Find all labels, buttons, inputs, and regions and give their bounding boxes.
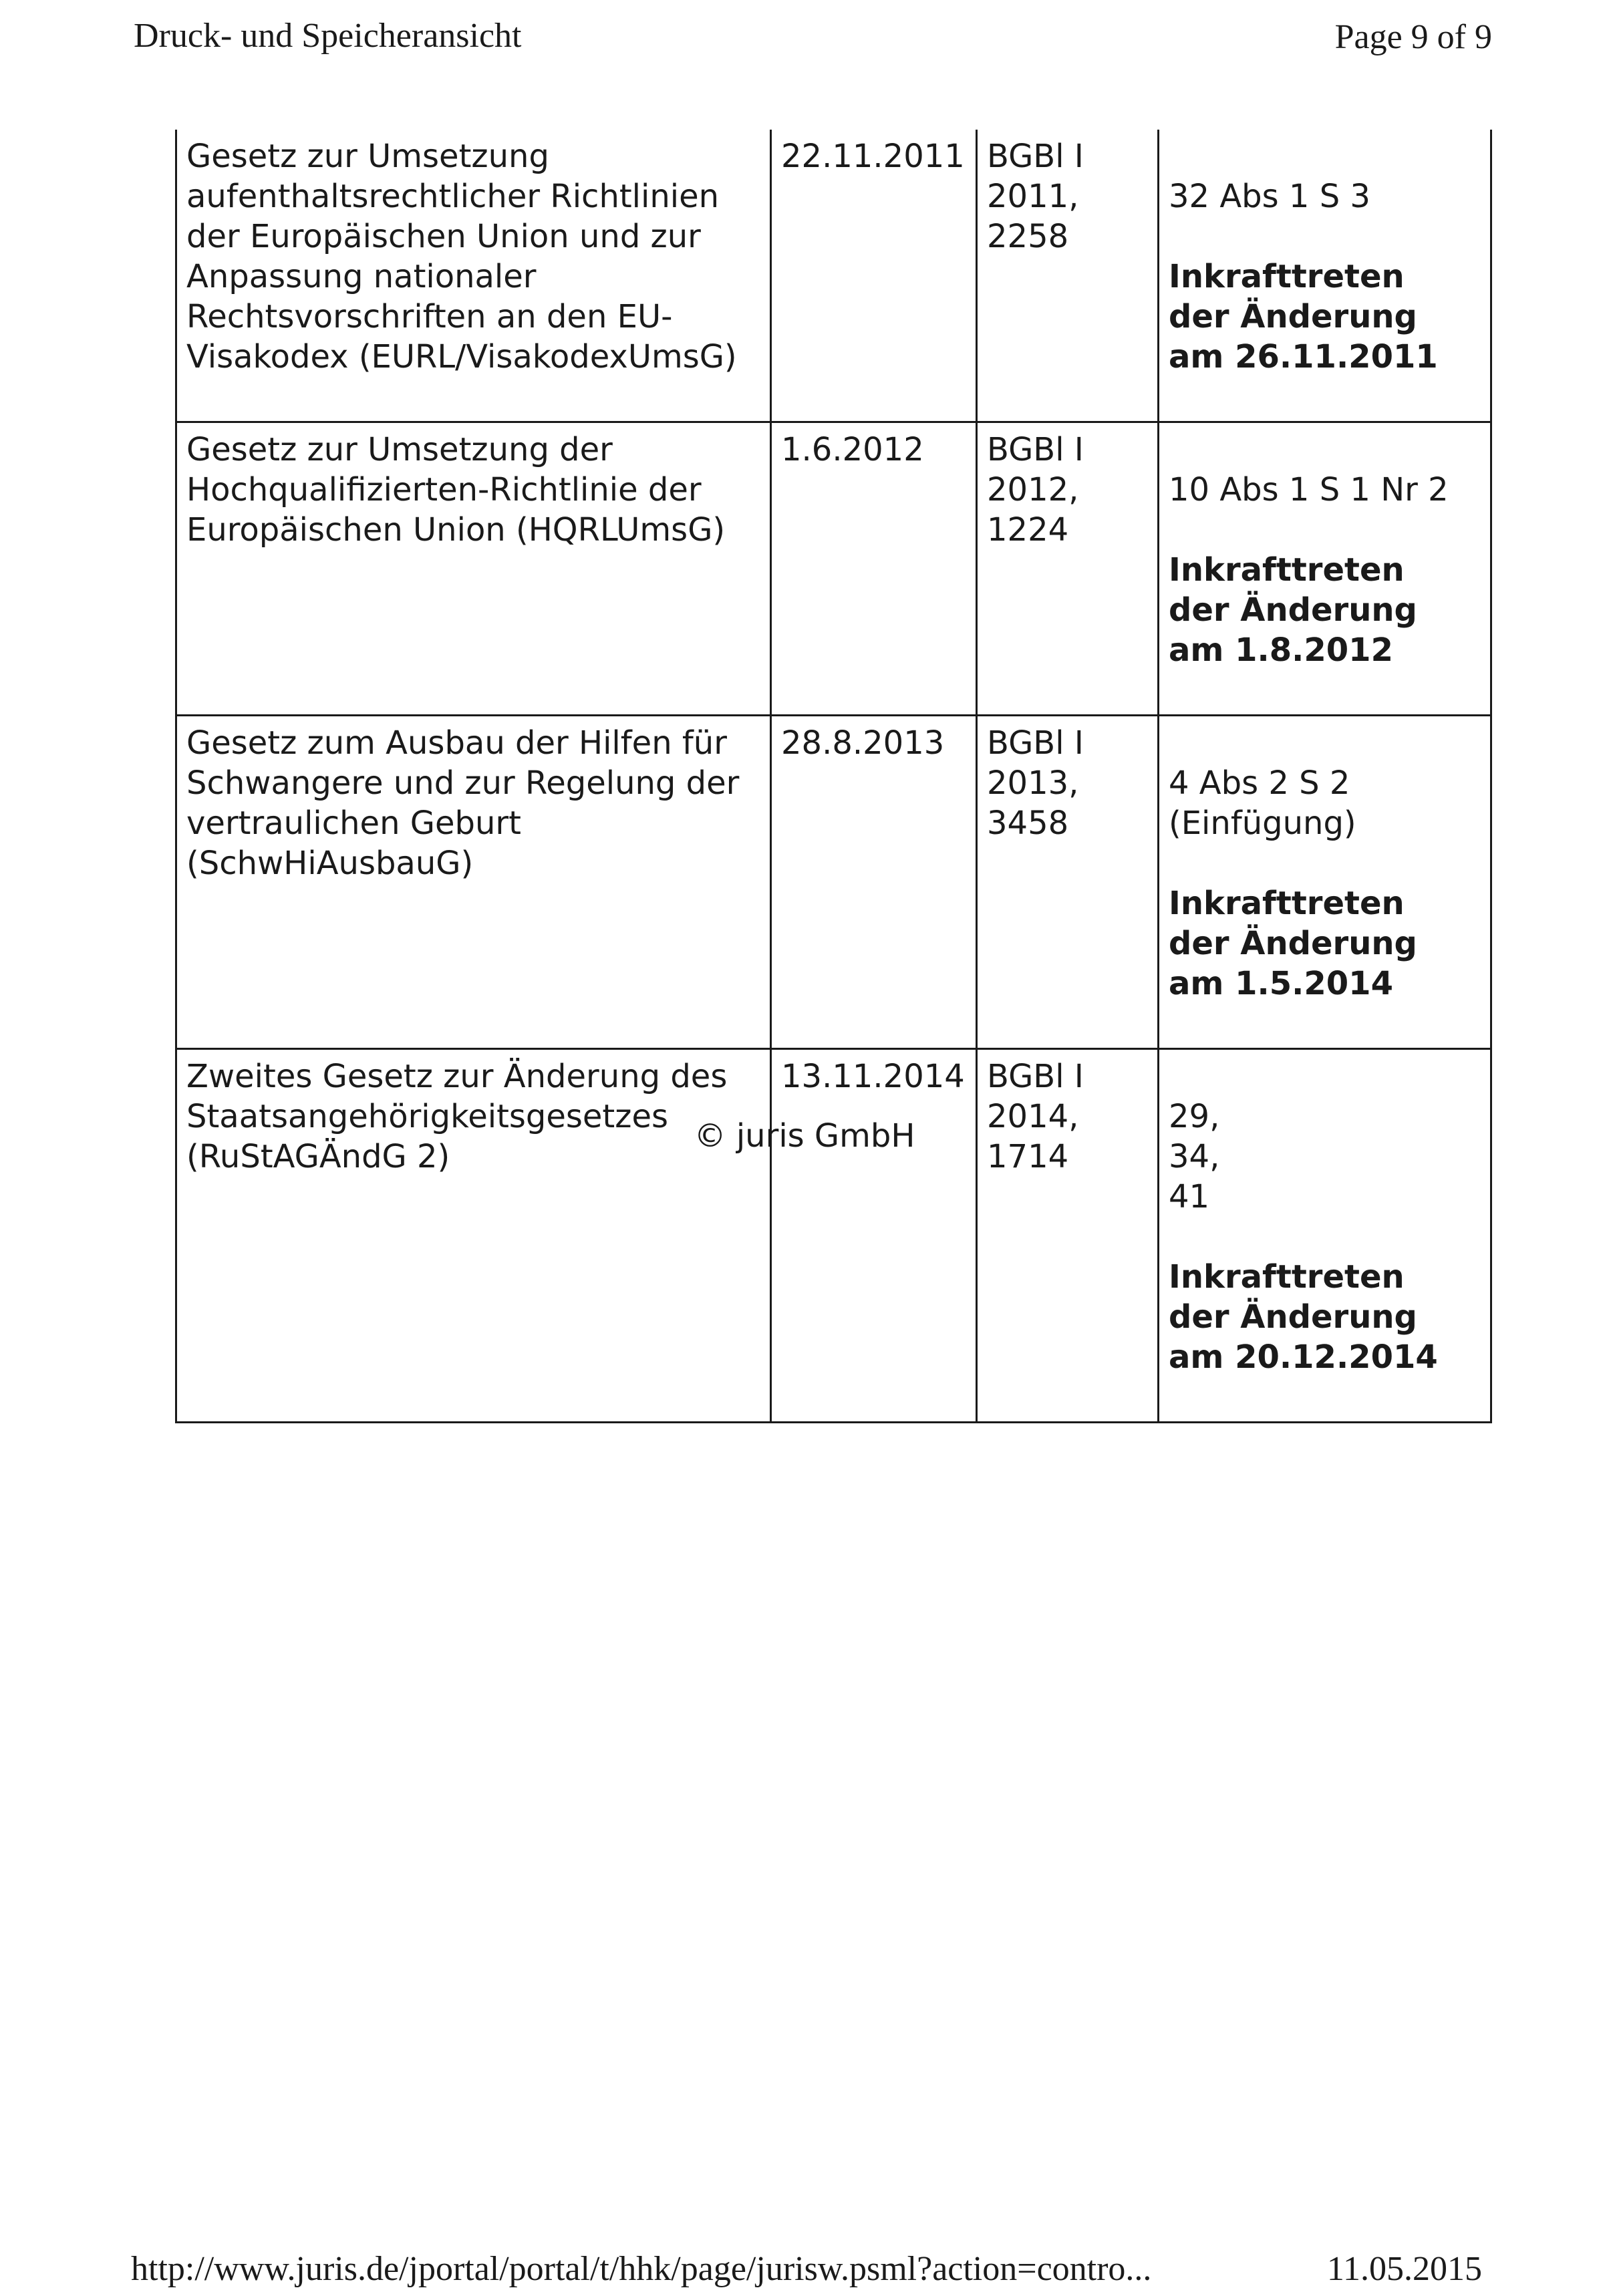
reference-cell bbox=[1159, 422, 1491, 716]
reference-cell bbox=[1159, 1049, 1491, 1423]
date-cell: 13.11.2014 bbox=[771, 1049, 977, 1423]
law-title-cell: Gesetz zur Umsetzung aufenthaltsrechtlicher Richtlinien der Europäischen Union und zur Anpassung nationaler Rechtsvorschriften an den EU- Visakodex (EURL/VisakodexUmsG) bbox=[176, 130, 771, 422]
law-title-cell: Gesetz zur Umsetzung der Hochqualifizierten-Richtlinie der Europäischen Union (HQRLUmsG) bbox=[176, 422, 771, 716]
paragraph-reference: 4 Abs 2 S 2 (Einfügung) bbox=[1169, 764, 1356, 842]
paragraph-reference: 10 Abs 1 S 1 Nr 2 bbox=[1169, 471, 1449, 509]
gazette-cell: BGBl I 2011, 2258 bbox=[977, 130, 1159, 422]
law-title-cell: Zweites Gesetz zur Änderung des Staatsangehörigkeitsgesetzes (RuStAGÄndG 2) bbox=[176, 1049, 771, 1423]
paragraph-reference: 29, 34, 41 bbox=[1169, 1098, 1220, 1215]
paragraph-reference: 32 Abs 1 S 3 bbox=[1169, 178, 1370, 215]
law-title-cell: Gesetz zum Ausbau der Hilfen für Schwangere und zur Regelung der vertraulichen Geburt (SchwHiAusbauG) bbox=[176, 716, 771, 1049]
effective-note: Inkrafttreten der Änderung am 1.5.2014 bbox=[1169, 885, 1417, 1002]
print-date: 11.05.2015 bbox=[1326, 2250, 1482, 2288]
effective-note: Inkrafttreten der Änderung am 26.11.2011 bbox=[1169, 258, 1438, 376]
date-cell: 28.8.2013 bbox=[771, 716, 977, 1049]
table-row bbox=[176, 716, 1491, 1049]
gazette-cell: BGBl I 2013, 3458 bbox=[977, 716, 1159, 1049]
table-row bbox=[176, 130, 1491, 422]
reference-cell bbox=[1159, 130, 1491, 422]
gazette-cell: BGBl I 2012, 1224 bbox=[977, 422, 1159, 716]
page-number: Page 9 of 9 bbox=[1334, 18, 1492, 56]
reference-cell bbox=[1159, 716, 1491, 1049]
copyright-notice: © juris GmbH bbox=[694, 1117, 915, 1155]
print-view-title: Druck- und Speicheransicht bbox=[134, 17, 522, 55]
table-row bbox=[176, 422, 1491, 716]
effective-note: Inkrafttreten der Änderung am 20.12.2014 bbox=[1169, 1258, 1438, 1376]
gazette-cell: BGBl I 2014, 1714 bbox=[977, 1049, 1159, 1423]
date-cell: 22.11.2011 bbox=[771, 130, 977, 422]
amendments-table bbox=[175, 130, 1492, 1423]
date-cell: 1.6.2012 bbox=[771, 422, 977, 716]
source-url: http://www.juris.de/jportal/portal/t/hhk/page/jurisw.psml?action=contro... bbox=[131, 2250, 1152, 2288]
effective-note: Inkrafttreten der Änderung am 1.8.2012 bbox=[1169, 551, 1417, 669]
table-row bbox=[176, 1049, 1491, 1423]
